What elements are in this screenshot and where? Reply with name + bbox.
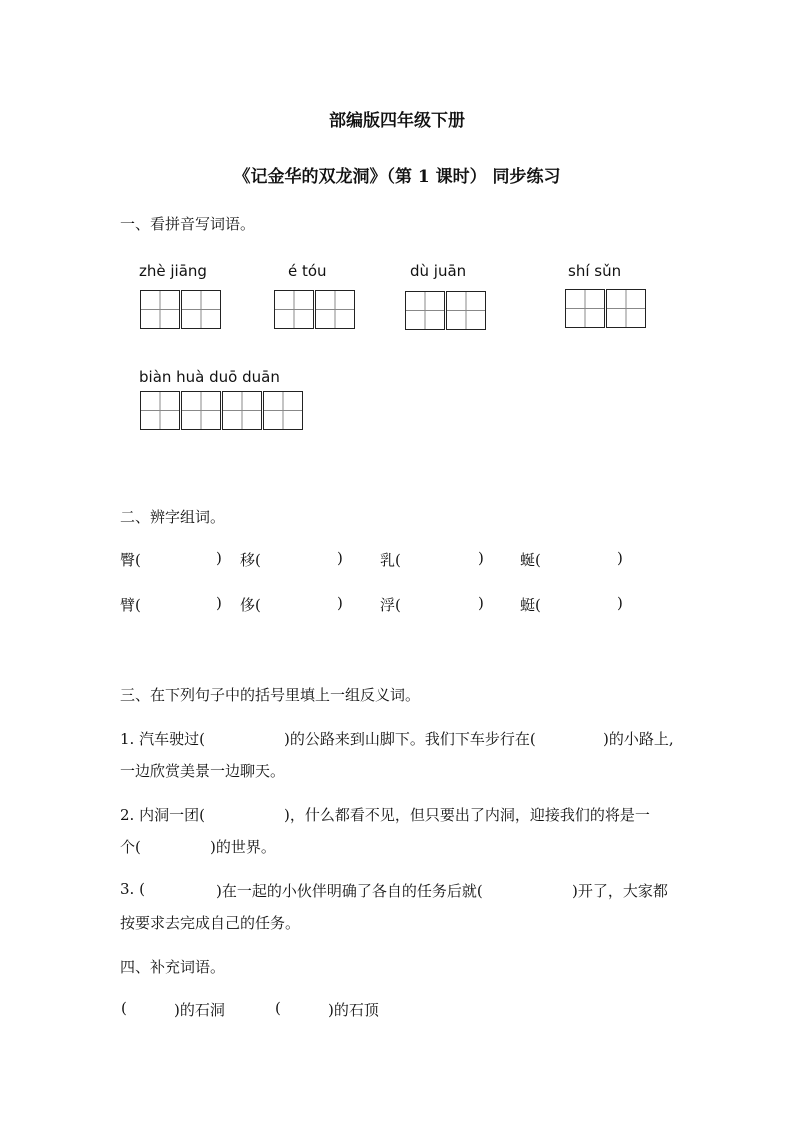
writing-cell[interactable] (315, 290, 355, 329)
sentence-1-part: )的公路来到山脚下。我们下车步行在( (284, 730, 536, 748)
pinyin-5: biàn huà duō duān (139, 368, 280, 386)
sentence-2-part: )的世界。 (210, 838, 276, 856)
pinyin-2: é tóu (288, 262, 327, 280)
writing-cell[interactable] (181, 290, 221, 329)
writing-cell[interactable] (606, 289, 646, 328)
writing-grid-5[interactable] (140, 391, 303, 430)
page-subtitle: 《记金华的双龙洞》（第 1 课时） 同步练习 (233, 167, 561, 187)
sentence-1-part: 一边欣赏美景一边聊天。 (120, 762, 286, 780)
char-prompt: 蜓( (520, 596, 541, 614)
writing-grid-1[interactable] (140, 290, 221, 329)
writing-cell[interactable] (222, 391, 262, 430)
writing-cell[interactable] (405, 291, 445, 330)
bracket-close: ) (478, 594, 484, 612)
section-1-heading: 一、看拼音写词语。 (120, 215, 256, 233)
char-prompt: 浮( (380, 596, 401, 614)
char-prompt: 乳( (380, 551, 401, 569)
bracket-close: ) (216, 594, 222, 612)
sentence-2-part: 2. 内洞一团( (120, 806, 205, 824)
writing-cell[interactable] (140, 290, 180, 329)
writing-cell[interactable] (263, 391, 303, 430)
writing-grid-4[interactable] (565, 289, 646, 328)
sentence-2-part: 个( (120, 838, 141, 856)
section-2-heading: 二、辨字组词。 (120, 508, 226, 526)
char-prompt: 臂( (120, 596, 141, 614)
fill-phrase: )的石洞 (174, 1001, 225, 1019)
page-title: 部编版四年级下册 (329, 111, 465, 131)
pinyin-3: dù juān (410, 262, 467, 280)
bracket-close: ) (478, 549, 484, 567)
bracket-close: ) (337, 549, 343, 567)
writing-cell[interactable] (446, 291, 486, 330)
bracket-close: ) (337, 594, 343, 612)
bracket-close: ) (216, 549, 222, 567)
fill-phrase: )的石顶 (328, 1001, 379, 1019)
writing-grid-2[interactable] (274, 290, 355, 329)
writing-cell[interactable] (181, 391, 221, 430)
writing-cell[interactable] (274, 290, 314, 329)
section-4-heading: 四、补充词语。 (120, 958, 226, 976)
char-prompt: 臀( (120, 551, 141, 569)
sentence-3-part: 按要求去完成自己的任务。 (120, 914, 301, 932)
char-prompt: 蜒( (520, 551, 541, 569)
sentence-3-part: )开了，大家都 (572, 882, 668, 900)
writing-cell[interactable] (140, 391, 180, 430)
writing-cell[interactable] (565, 289, 605, 328)
fill-bracket-open: ( (121, 999, 127, 1017)
sentence-3-part: )在一起的小伙伴明确了各自的任务后就( (216, 882, 483, 900)
bracket-close: ) (617, 594, 623, 612)
section-3-heading: 三、在下列句子中的括号里填上一组反义词。 (120, 686, 421, 704)
fill-bracket-open: ( (275, 999, 281, 1017)
sentence-1-part: )的小路上, (603, 730, 674, 748)
writing-grid-3[interactable] (405, 291, 486, 330)
sentence-2-part: )，什么都看不见，但只要出了内洞，迎接我们的将是一 (284, 806, 650, 824)
sentence-3-part: 3. ( (120, 880, 145, 898)
sentence-1-part: 1. 汽车驶过( (120, 730, 205, 748)
char-prompt: 移( (240, 551, 261, 569)
pinyin-1: zhè jiāng (139, 262, 207, 280)
char-prompt: 侈( (240, 596, 261, 614)
pinyin-4: shí sǔn (568, 262, 622, 280)
bracket-close: ) (617, 549, 623, 567)
